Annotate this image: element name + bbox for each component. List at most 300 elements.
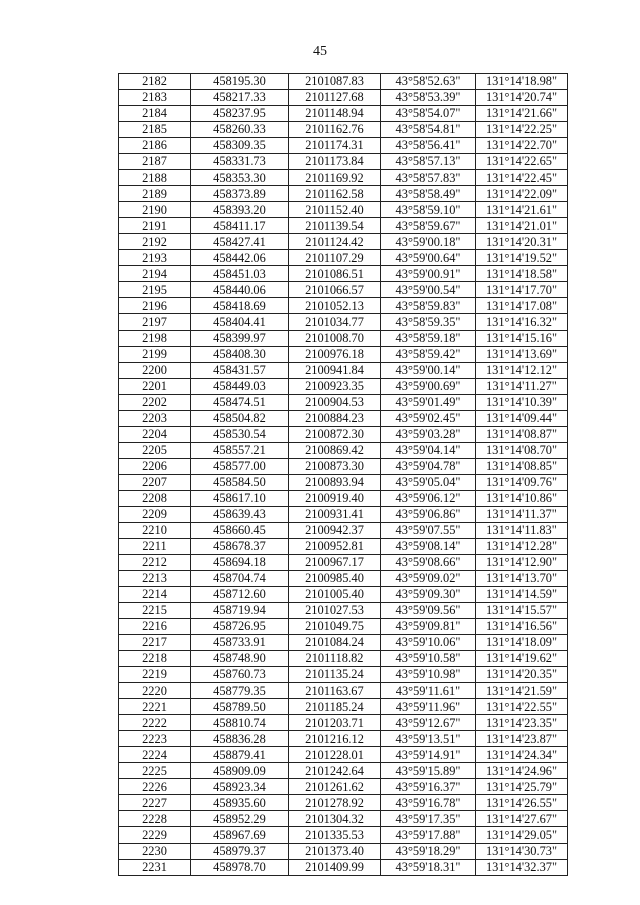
- y-coordinate-cell: 2100884.23: [289, 410, 381, 426]
- y-coordinate-cell: 2100941.84: [289, 362, 381, 378]
- table-row: [119, 154, 568, 170]
- latitude-cell: 43°59'09.30": [381, 587, 476, 603]
- longitude-cell: 131°14'08.85": [476, 458, 568, 474]
- x-coordinate-cell: 458719.94: [191, 603, 289, 619]
- coordinates-table-body: [119, 74, 568, 876]
- point-number-cell: 2209: [119, 506, 191, 522]
- point-number-cell: 2220: [119, 683, 191, 699]
- table-row: [119, 603, 568, 619]
- latitude-cell: 43°59'17.35": [381, 811, 476, 827]
- latitude-cell: 43°58'57.13": [381, 154, 476, 170]
- y-coordinate-cell: 2101163.67: [289, 683, 381, 699]
- y-coordinate-cell: 2100919.40: [289, 490, 381, 506]
- y-coordinate-cell: 2101203.71: [289, 715, 381, 731]
- table-row: [119, 506, 568, 522]
- point-number-cell: 2231: [119, 859, 191, 875]
- point-number-cell: 2191: [119, 218, 191, 234]
- point-number-cell: 2190: [119, 202, 191, 218]
- table-row: [119, 522, 568, 538]
- table-row: [119, 683, 568, 699]
- table-row: [119, 587, 568, 603]
- latitude-cell: 43°59'12.67": [381, 715, 476, 731]
- x-coordinate-cell: 458726.95: [191, 619, 289, 635]
- point-number-cell: 2222: [119, 715, 191, 731]
- table-row: [119, 410, 568, 426]
- table-row: [119, 490, 568, 506]
- table-row: [119, 282, 568, 298]
- x-coordinate-cell: 458694.18: [191, 554, 289, 570]
- table-row: [119, 314, 568, 330]
- latitude-cell: 43°58'59.42": [381, 346, 476, 362]
- y-coordinate-cell: 2101152.40: [289, 202, 381, 218]
- y-coordinate-cell: 2100976.18: [289, 346, 381, 362]
- table-row: [119, 186, 568, 202]
- point-number-cell: 2194: [119, 266, 191, 282]
- x-coordinate-cell: 458978.70: [191, 859, 289, 875]
- table-row: [119, 554, 568, 570]
- y-coordinate-cell: 2101162.58: [289, 186, 381, 202]
- x-coordinate-cell: 458712.60: [191, 587, 289, 603]
- table-row: [119, 218, 568, 234]
- latitude-cell: 43°59'06.86": [381, 506, 476, 522]
- y-coordinate-cell: 2101027.53: [289, 603, 381, 619]
- y-coordinate-cell: 2100872.30: [289, 426, 381, 442]
- longitude-cell: 131°14'19.52": [476, 250, 568, 266]
- point-number-cell: 2213: [119, 570, 191, 586]
- point-number-cell: 2215: [119, 603, 191, 619]
- y-coordinate-cell: 2100893.94: [289, 474, 381, 490]
- x-coordinate-cell: 458577.00: [191, 458, 289, 474]
- y-coordinate-cell: 2101304.32: [289, 811, 381, 827]
- y-coordinate-cell: 2100869.42: [289, 442, 381, 458]
- latitude-cell: 43°58'56.41": [381, 138, 476, 154]
- point-number-cell: 2229: [119, 827, 191, 843]
- point-number-cell: 2221: [119, 699, 191, 715]
- table-row: [119, 827, 568, 843]
- x-coordinate-cell: 458474.51: [191, 394, 289, 410]
- point-number-cell: 2184: [119, 106, 191, 122]
- latitude-cell: 43°59'14.91": [381, 747, 476, 763]
- table-row: [119, 859, 568, 875]
- longitude-cell: 131°14'08.70": [476, 442, 568, 458]
- point-number-cell: 2223: [119, 731, 191, 747]
- x-coordinate-cell: 458935.60: [191, 795, 289, 811]
- point-number-cell: 2207: [119, 474, 191, 490]
- x-coordinate-cell: 458504.82: [191, 410, 289, 426]
- x-coordinate-cell: 458217.33: [191, 90, 289, 106]
- latitude-cell: 43°58'53.39": [381, 90, 476, 106]
- y-coordinate-cell: 2100923.35: [289, 378, 381, 394]
- point-number-cell: 2206: [119, 458, 191, 474]
- longitude-cell: 131°14'30.73": [476, 843, 568, 859]
- x-coordinate-cell: 458440.06: [191, 282, 289, 298]
- point-number-cell: 2195: [119, 282, 191, 298]
- point-number-cell: 2225: [119, 763, 191, 779]
- x-coordinate-cell: 458789.50: [191, 699, 289, 715]
- point-number-cell: 2217: [119, 635, 191, 651]
- point-number-cell: 2186: [119, 138, 191, 154]
- latitude-cell: 43°59'11.96": [381, 699, 476, 715]
- latitude-cell: 43°59'00.69": [381, 378, 476, 394]
- point-number-cell: 2208: [119, 490, 191, 506]
- x-coordinate-cell: 458442.06: [191, 250, 289, 266]
- latitude-cell: 43°59'00.54": [381, 282, 476, 298]
- longitude-cell: 131°14'12.28": [476, 538, 568, 554]
- longitude-cell: 131°14'16.56": [476, 619, 568, 635]
- longitude-cell: 131°14'09.76": [476, 474, 568, 490]
- table-row: [119, 74, 568, 90]
- latitude-cell: 43°58'59.35": [381, 314, 476, 330]
- x-coordinate-cell: 458353.30: [191, 170, 289, 186]
- x-coordinate-cell: 458530.54: [191, 426, 289, 442]
- latitude-cell: 43°59'00.91": [381, 266, 476, 282]
- latitude-cell: 43°59'00.64": [381, 250, 476, 266]
- y-coordinate-cell: 2101139.54: [289, 218, 381, 234]
- point-number-cell: 2200: [119, 362, 191, 378]
- latitude-cell: 43°58'57.83": [381, 170, 476, 186]
- table-row: [119, 394, 568, 410]
- y-coordinate-cell: 2101335.53: [289, 827, 381, 843]
- longitude-cell: 131°14'24.34": [476, 747, 568, 763]
- point-number-cell: 2218: [119, 651, 191, 667]
- x-coordinate-cell: 458748.90: [191, 651, 289, 667]
- table-row: [119, 699, 568, 715]
- x-coordinate-cell: 458373.89: [191, 186, 289, 202]
- latitude-cell: 43°59'09.56": [381, 603, 476, 619]
- longitude-cell: 131°14'18.09": [476, 635, 568, 651]
- longitude-cell: 131°14'16.32": [476, 314, 568, 330]
- longitude-cell: 131°14'18.58": [476, 266, 568, 282]
- y-coordinate-cell: 2100952.81: [289, 538, 381, 554]
- latitude-cell: 43°59'05.04": [381, 474, 476, 490]
- coordinates-table: [118, 73, 568, 876]
- x-coordinate-cell: 458810.74: [191, 715, 289, 731]
- point-number-cell: 2219: [119, 667, 191, 683]
- y-coordinate-cell: 2101173.84: [289, 154, 381, 170]
- latitude-cell: 43°59'16.78": [381, 795, 476, 811]
- latitude-cell: 43°59'18.29": [381, 843, 476, 859]
- y-coordinate-cell: 2101087.83: [289, 74, 381, 90]
- y-coordinate-cell: 2101107.29: [289, 250, 381, 266]
- x-coordinate-cell: 458404.41: [191, 314, 289, 330]
- table-row: [119, 234, 568, 250]
- point-number-cell: 2202: [119, 394, 191, 410]
- table-row: [119, 795, 568, 811]
- longitude-cell: 131°14'08.87": [476, 426, 568, 442]
- y-coordinate-cell: 2101066.57: [289, 282, 381, 298]
- x-coordinate-cell: 458617.10: [191, 490, 289, 506]
- table-row: [119, 378, 568, 394]
- y-coordinate-cell: 2101049.75: [289, 619, 381, 635]
- longitude-cell: 131°14'22.09": [476, 186, 568, 202]
- x-coordinate-cell: 458309.35: [191, 138, 289, 154]
- x-coordinate-cell: 458779.35: [191, 683, 289, 699]
- latitude-cell: 43°58'59.18": [381, 330, 476, 346]
- table-row: [119, 458, 568, 474]
- x-coordinate-cell: 458431.57: [191, 362, 289, 378]
- table-row: [119, 747, 568, 763]
- y-coordinate-cell: 2100942.37: [289, 522, 381, 538]
- point-number-cell: 2199: [119, 346, 191, 362]
- longitude-cell: 131°14'13.70": [476, 570, 568, 586]
- table-row: [119, 651, 568, 667]
- x-coordinate-cell: 458760.73: [191, 667, 289, 683]
- x-coordinate-cell: 458952.29: [191, 811, 289, 827]
- table-row: [119, 362, 568, 378]
- table-row: [119, 538, 568, 554]
- longitude-cell: 131°14'26.55": [476, 795, 568, 811]
- longitude-cell: 131°14'25.79": [476, 779, 568, 795]
- table-row: [119, 843, 568, 859]
- x-coordinate-cell: 458195.30: [191, 74, 289, 90]
- latitude-cell: 43°59'08.14": [381, 538, 476, 554]
- longitude-cell: 131°14'09.44": [476, 410, 568, 426]
- table-row: [119, 570, 568, 586]
- table-row: [119, 138, 568, 154]
- x-coordinate-cell: 458836.28: [191, 731, 289, 747]
- latitude-cell: 43°59'09.81": [381, 619, 476, 635]
- latitude-cell: 43°59'10.06": [381, 635, 476, 651]
- longitude-cell: 131°14'21.01": [476, 218, 568, 234]
- y-coordinate-cell: 2101242.64: [289, 763, 381, 779]
- table-row: [119, 298, 568, 314]
- point-number-cell: 2188: [119, 170, 191, 186]
- y-coordinate-cell: 2100985.40: [289, 570, 381, 586]
- y-coordinate-cell: 2101373.40: [289, 843, 381, 859]
- point-number-cell: 2201: [119, 378, 191, 394]
- longitude-cell: 131°14'21.59": [476, 683, 568, 699]
- x-coordinate-cell: 458411.17: [191, 218, 289, 234]
- x-coordinate-cell: 458393.20: [191, 202, 289, 218]
- y-coordinate-cell: 2101118.82: [289, 651, 381, 667]
- latitude-cell: 43°59'10.58": [381, 651, 476, 667]
- longitude-cell: 131°14'17.08": [476, 298, 568, 314]
- x-coordinate-cell: 458408.30: [191, 346, 289, 362]
- x-coordinate-cell: 458678.37: [191, 538, 289, 554]
- y-coordinate-cell: 2101174.31: [289, 138, 381, 154]
- latitude-cell: 43°59'18.31": [381, 859, 476, 875]
- latitude-cell: 43°58'52.63": [381, 74, 476, 90]
- latitude-cell: 43°59'16.37": [381, 779, 476, 795]
- x-coordinate-cell: 458449.03: [191, 378, 289, 394]
- page-number: 45: [313, 44, 327, 59]
- point-number-cell: 2185: [119, 122, 191, 138]
- x-coordinate-cell: 458331.73: [191, 154, 289, 170]
- longitude-cell: 131°14'27.67": [476, 811, 568, 827]
- longitude-cell: 131°14'12.12": [476, 362, 568, 378]
- latitude-cell: 43°58'59.10": [381, 202, 476, 218]
- longitude-cell: 131°14'11.83": [476, 522, 568, 538]
- longitude-cell: 131°14'20.31": [476, 234, 568, 250]
- longitude-cell: 131°14'12.90": [476, 554, 568, 570]
- x-coordinate-cell: 458733.91: [191, 635, 289, 651]
- longitude-cell: 131°14'22.70": [476, 138, 568, 154]
- x-coordinate-cell: 458660.45: [191, 522, 289, 538]
- point-number-cell: 2210: [119, 522, 191, 538]
- y-coordinate-cell: 2101135.24: [289, 667, 381, 683]
- y-coordinate-cell: 2101261.62: [289, 779, 381, 795]
- table-row: [119, 779, 568, 795]
- table-row: [119, 346, 568, 362]
- y-coordinate-cell: 2101124.42: [289, 234, 381, 250]
- point-number-cell: 2216: [119, 619, 191, 635]
- latitude-cell: 43°59'17.88": [381, 827, 476, 843]
- point-number-cell: 2198: [119, 330, 191, 346]
- point-number-cell: 2228: [119, 811, 191, 827]
- table-row: [119, 122, 568, 138]
- latitude-cell: 43°59'00.18": [381, 234, 476, 250]
- longitude-cell: 131°14'10.86": [476, 490, 568, 506]
- longitude-cell: 131°14'17.70": [476, 282, 568, 298]
- x-coordinate-cell: 458399.97: [191, 330, 289, 346]
- latitude-cell: 43°59'08.66": [381, 554, 476, 570]
- point-number-cell: 2224: [119, 747, 191, 763]
- longitude-cell: 131°14'22.55": [476, 699, 568, 715]
- latitude-cell: 43°59'15.89": [381, 763, 476, 779]
- point-number-cell: 2212: [119, 554, 191, 570]
- y-coordinate-cell: 2100967.17: [289, 554, 381, 570]
- x-coordinate-cell: 458451.03: [191, 266, 289, 282]
- point-number-cell: 2182: [119, 74, 191, 90]
- longitude-cell: 131°14'23.87": [476, 731, 568, 747]
- y-coordinate-cell: 2101127.68: [289, 90, 381, 106]
- y-coordinate-cell: 2100873.30: [289, 458, 381, 474]
- longitude-cell: 131°14'11.37": [476, 506, 568, 522]
- table-row: [119, 635, 568, 651]
- point-number-cell: 2230: [119, 843, 191, 859]
- x-coordinate-cell: 458260.33: [191, 122, 289, 138]
- table-row: [119, 442, 568, 458]
- longitude-cell: 131°14'32.37": [476, 859, 568, 875]
- table-row: [119, 202, 568, 218]
- longitude-cell: 131°14'14.59": [476, 587, 568, 603]
- table-row: [119, 763, 568, 779]
- longitude-cell: 131°14'24.96": [476, 763, 568, 779]
- longitude-cell: 131°14'15.57": [476, 603, 568, 619]
- y-coordinate-cell: 2101278.92: [289, 795, 381, 811]
- point-number-cell: 2196: [119, 298, 191, 314]
- table-row: [119, 731, 568, 747]
- longitude-cell: 131°14'11.27": [476, 378, 568, 394]
- table-row: [119, 330, 568, 346]
- table-row: [119, 266, 568, 282]
- point-number-cell: 2197: [119, 314, 191, 330]
- table-row: [119, 250, 568, 266]
- y-coordinate-cell: 2101228.01: [289, 747, 381, 763]
- y-coordinate-cell: 2101162.76: [289, 122, 381, 138]
- y-coordinate-cell: 2101086.51: [289, 266, 381, 282]
- point-number-cell: 2203: [119, 410, 191, 426]
- y-coordinate-cell: 2101005.40: [289, 587, 381, 603]
- point-number-cell: 2214: [119, 587, 191, 603]
- longitude-cell: 131°14'10.39": [476, 394, 568, 410]
- point-number-cell: 2183: [119, 90, 191, 106]
- y-coordinate-cell: 2100931.41: [289, 506, 381, 522]
- point-number-cell: 2204: [119, 426, 191, 442]
- latitude-cell: 43°59'06.12": [381, 490, 476, 506]
- table-row: [119, 474, 568, 490]
- latitude-cell: 43°59'11.61": [381, 683, 476, 699]
- point-number-cell: 2227: [119, 795, 191, 811]
- longitude-cell: 131°14'20.74": [476, 90, 568, 106]
- y-coordinate-cell: 2101034.77: [289, 314, 381, 330]
- longitude-cell: 131°14'29.05": [476, 827, 568, 843]
- x-coordinate-cell: 458879.41: [191, 747, 289, 763]
- point-number-cell: 2211: [119, 538, 191, 554]
- longitude-cell: 131°14'22.25": [476, 122, 568, 138]
- latitude-cell: 43°58'58.49": [381, 186, 476, 202]
- longitude-cell: 131°14'23.35": [476, 715, 568, 731]
- longitude-cell: 131°14'15.16": [476, 330, 568, 346]
- point-number-cell: 2226: [119, 779, 191, 795]
- x-coordinate-cell: 458418.69: [191, 298, 289, 314]
- latitude-cell: 43°59'04.14": [381, 442, 476, 458]
- y-coordinate-cell: 2101185.24: [289, 699, 381, 715]
- table-row: [119, 619, 568, 635]
- y-coordinate-cell: 2100904.53: [289, 394, 381, 410]
- latitude-cell: 43°59'03.28": [381, 426, 476, 442]
- latitude-cell: 43°59'09.02": [381, 570, 476, 586]
- longitude-cell: 131°14'19.62": [476, 651, 568, 667]
- point-number-cell: 2192: [119, 234, 191, 250]
- latitude-cell: 43°58'59.67": [381, 218, 476, 234]
- table-row: [119, 715, 568, 731]
- table-row: [119, 90, 568, 106]
- table-row: [119, 667, 568, 683]
- point-number-cell: 2205: [119, 442, 191, 458]
- latitude-cell: 43°59'13.51": [381, 731, 476, 747]
- y-coordinate-cell: 2101216.12: [289, 731, 381, 747]
- latitude-cell: 43°59'01.49": [381, 394, 476, 410]
- x-coordinate-cell: 458639.43: [191, 506, 289, 522]
- y-coordinate-cell: 2101169.92: [289, 170, 381, 186]
- longitude-cell: 131°14'13.69": [476, 346, 568, 362]
- x-coordinate-cell: 458427.41: [191, 234, 289, 250]
- point-number-cell: 2189: [119, 186, 191, 202]
- point-number-cell: 2187: [119, 154, 191, 170]
- y-coordinate-cell: 2101409.99: [289, 859, 381, 875]
- table-row: [119, 106, 568, 122]
- table-row: [119, 170, 568, 186]
- longitude-cell: 131°14'20.35": [476, 667, 568, 683]
- latitude-cell: 43°58'54.81": [381, 122, 476, 138]
- longitude-cell: 131°14'22.65": [476, 154, 568, 170]
- longitude-cell: 131°14'18.98": [476, 74, 568, 90]
- longitude-cell: 131°14'22.45": [476, 170, 568, 186]
- x-coordinate-cell: 458909.09: [191, 763, 289, 779]
- latitude-cell: 43°59'10.98": [381, 667, 476, 683]
- latitude-cell: 43°59'00.14": [381, 362, 476, 378]
- y-coordinate-cell: 2101052.13: [289, 298, 381, 314]
- x-coordinate-cell: 458923.34: [191, 779, 289, 795]
- y-coordinate-cell: 2101084.24: [289, 635, 381, 651]
- latitude-cell: 43°59'07.55": [381, 522, 476, 538]
- table-row: [119, 426, 568, 442]
- y-coordinate-cell: 2101148.94: [289, 106, 381, 122]
- x-coordinate-cell: 458979.37: [191, 843, 289, 859]
- table-row: [119, 811, 568, 827]
- point-number-cell: 2193: [119, 250, 191, 266]
- x-coordinate-cell: 458584.50: [191, 474, 289, 490]
- latitude-cell: 43°59'04.78": [381, 458, 476, 474]
- y-coordinate-cell: 2101008.70: [289, 330, 381, 346]
- x-coordinate-cell: 458704.74: [191, 570, 289, 586]
- latitude-cell: 43°59'02.45": [381, 410, 476, 426]
- x-coordinate-cell: 458967.69: [191, 827, 289, 843]
- latitude-cell: 43°58'54.07": [381, 106, 476, 122]
- longitude-cell: 131°14'21.61": [476, 202, 568, 218]
- latitude-cell: 43°58'59.83": [381, 298, 476, 314]
